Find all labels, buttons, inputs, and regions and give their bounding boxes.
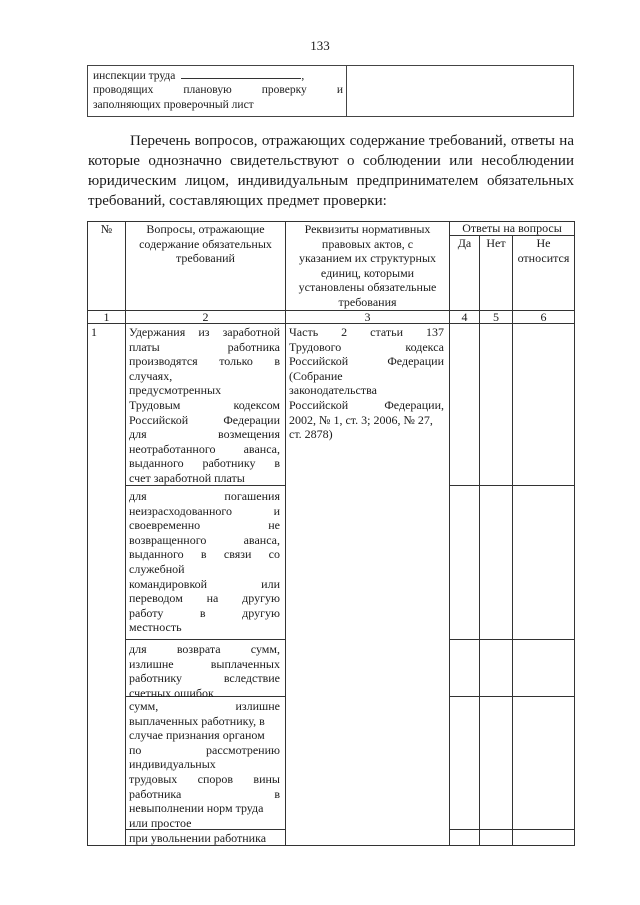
row-number: 1 <box>91 325 97 339</box>
text-line <box>129 801 280 816</box>
text-line <box>129 620 280 635</box>
header-line: указанием их структурных <box>298 251 437 266</box>
word: неотработанного <box>129 441 216 456</box>
top-box-line-1 <box>93 69 343 83</box>
header-line: установлены обязательные <box>298 280 437 295</box>
text-line <box>129 398 280 413</box>
text-line <box>129 547 280 562</box>
text-line <box>129 471 280 486</box>
word: Трудового <box>289 339 342 354</box>
header-answers: Ответы на вопросы <box>462 221 562 235</box>
header-requisites <box>286 222 449 310</box>
word: споров <box>197 771 234 786</box>
word: кодексом <box>233 397 280 412</box>
word: для <box>129 642 147 656</box>
word: проводящих <box>93 84 154 96</box>
word: Российской <box>289 354 349 369</box>
word: вины <box>253 771 280 786</box>
text-line <box>129 489 280 504</box>
text-line <box>129 657 280 672</box>
table-border-right <box>574 221 575 846</box>
word: счетных ошибок <box>129 685 214 700</box>
word: Часть <box>289 325 319 339</box>
text-line <box>129 591 280 606</box>
header-yes: Да <box>457 236 472 250</box>
question-block <box>129 699 280 830</box>
col-number: 2 <box>202 310 209 324</box>
word: предусмотренных <box>129 383 222 398</box>
text-line <box>129 562 280 577</box>
word: в <box>274 456 280 471</box>
word: возвращенного <box>129 532 207 547</box>
text-line <box>289 354 444 369</box>
word: в <box>200 547 207 562</box>
word: работу <box>129 605 164 620</box>
word: статьи <box>370 325 404 339</box>
fill-in-blank <box>181 69 301 79</box>
word: Российской <box>129 412 189 427</box>
word: 2 <box>341 325 348 339</box>
col-number: 3 <box>364 310 371 324</box>
word: излишне <box>129 656 174 671</box>
intro-line: юридическим лицом, индивидуальным предпринимателем обязательных <box>88 173 574 189</box>
text-line <box>289 427 444 442</box>
word: Федерации, <box>384 397 444 412</box>
col-number: 6 <box>540 310 547 324</box>
word: производятся <box>129 354 198 369</box>
word: неизрасходованного <box>129 503 233 518</box>
word: выплаченных <box>210 656 280 671</box>
word: индивидуальных <box>129 757 216 772</box>
word: погашения <box>224 489 280 503</box>
header-not-applicable: Не относится <box>517 236 570 265</box>
word: выплаченных работнику, в <box>129 713 265 728</box>
text-line <box>129 787 280 802</box>
text-line <box>129 642 280 657</box>
word: Федерации <box>223 412 280 427</box>
text-line <box>129 456 280 471</box>
word: сумм, <box>129 699 159 713</box>
text-line <box>289 369 444 384</box>
word: Удержания <box>129 325 186 339</box>
word: переводом <box>129 591 183 606</box>
question-block <box>129 325 280 486</box>
top-box-divider <box>346 66 347 116</box>
text-line <box>129 518 280 533</box>
col-number: 4 <box>461 310 468 324</box>
text-line <box>129 757 280 772</box>
word: Трудовым <box>129 397 181 412</box>
word: вследствие <box>223 671 280 686</box>
text-line <box>289 413 444 428</box>
word: и <box>336 84 343 96</box>
col-line <box>479 235 480 846</box>
word: 137 <box>426 325 444 339</box>
header-questions <box>126 222 285 266</box>
word: со <box>268 547 280 562</box>
header-line: требований <box>176 251 235 266</box>
text-line <box>129 743 280 758</box>
word: командировкой <box>129 576 208 591</box>
col-number: 5 <box>493 310 499 324</box>
text-line <box>129 577 280 592</box>
word: выданного <box>129 547 184 562</box>
word: не <box>268 518 280 533</box>
word: возмещения <box>217 427 280 442</box>
top-box-line-1-text: инспекции труда <box>93 70 176 82</box>
header-line: единиц, которыми <box>320 265 415 280</box>
col-line <box>512 235 513 846</box>
word: своевременно <box>129 518 201 533</box>
word: на <box>206 591 219 606</box>
word: аванса, <box>243 532 280 547</box>
word: или <box>261 576 280 591</box>
text-line <box>129 504 280 519</box>
word: (Собрание <box>289 368 343 383</box>
intro-line: Перечень вопросов, отражающих содержание требований, ответы на <box>130 133 574 149</box>
word: Федерации <box>387 354 444 369</box>
word: аванса, <box>243 441 280 456</box>
text-line <box>289 325 444 340</box>
word: из <box>198 325 210 339</box>
top-box-line-2 <box>93 84 343 97</box>
intro-line: требований, составляющих предмет проверки: <box>88 193 387 209</box>
text-line <box>289 383 444 398</box>
word: ст. 2878) <box>289 427 333 442</box>
text-line <box>129 728 280 743</box>
requisites-text <box>289 325 444 442</box>
top-info-box <box>87 65 574 117</box>
text-line <box>129 816 280 831</box>
word: невыполнении норм труда <box>129 801 264 816</box>
text-line <box>129 442 280 457</box>
word: работника <box>227 339 280 354</box>
text-line <box>129 325 280 340</box>
question-block <box>129 489 280 635</box>
intro-line: которые однозначно свидетельствуют о соблюдении или несоблюдении <box>88 153 574 169</box>
intro-paragraph <box>88 131 574 211</box>
header-num: № <box>100 222 113 236</box>
word: кодекса <box>405 339 444 354</box>
top-box-line-3: заполняющих проверочный лист <box>93 99 254 111</box>
word: случае признания органом <box>129 728 265 743</box>
header-line: Реквизиты нормативных <box>304 222 431 236</box>
word: выданного <box>129 456 184 471</box>
word: Российской <box>289 397 349 412</box>
word: другую <box>242 605 280 620</box>
top-box-line-1-end: , <box>301 70 305 82</box>
word: плановую <box>183 84 232 96</box>
word: для <box>129 489 147 503</box>
word: заработной <box>222 325 280 339</box>
header-line: требования <box>338 294 397 309</box>
text-line <box>129 427 280 442</box>
word: работнику <box>202 456 256 471</box>
word: проверку <box>261 84 307 96</box>
text-line <box>129 383 280 398</box>
word: связи <box>223 547 252 562</box>
word: работнику <box>129 671 183 686</box>
word: при увольнении работника <box>129 831 267 845</box>
word: счет заработной платы <box>129 470 245 485</box>
word: в <box>199 605 206 620</box>
text-line <box>129 772 280 787</box>
word: возврата <box>176 642 221 656</box>
word: работника <box>129 786 182 801</box>
header-line: содержание обязательных <box>139 236 272 251</box>
text-line <box>129 831 280 846</box>
word: случаях, <box>129 368 173 383</box>
word: сумм, <box>250 642 280 656</box>
text-line <box>129 671 280 686</box>
word: местность <box>129 620 182 635</box>
block-line <box>125 639 285 640</box>
text-line <box>129 413 280 428</box>
text-line <box>289 398 444 413</box>
word: или простое <box>129 815 192 830</box>
text-line <box>289 340 444 355</box>
question-block <box>129 831 280 846</box>
word: в <box>274 786 280 801</box>
word: платы <box>129 339 160 354</box>
text-line <box>129 369 280 384</box>
word: законодательства <box>289 383 377 398</box>
word: в <box>274 354 280 369</box>
text-line <box>129 606 280 621</box>
text-line <box>129 714 280 729</box>
text-line <box>129 354 280 369</box>
word: и <box>273 503 280 518</box>
text-line <box>129 340 280 355</box>
page-number: 133 <box>310 38 330 53</box>
word: для <box>129 427 147 442</box>
word: только <box>219 354 253 369</box>
word: трудовых <box>129 771 178 786</box>
text-line <box>129 699 280 714</box>
word: излишне <box>235 699 280 713</box>
header-no: Нет <box>486 236 506 250</box>
word: по <box>129 742 142 757</box>
header-line: Вопросы, отражающие <box>146 222 265 236</box>
text-line <box>129 533 280 548</box>
col-number: 1 <box>103 310 110 324</box>
word: другую <box>242 591 280 606</box>
word: служебной <box>129 561 185 576</box>
word: рассмотрению <box>206 742 280 757</box>
question-block <box>129 642 280 700</box>
header-line: правовых актов, с <box>321 236 414 251</box>
word: 2002, № 1, ст. 3; 2006, № 27, <box>289 412 433 427</box>
